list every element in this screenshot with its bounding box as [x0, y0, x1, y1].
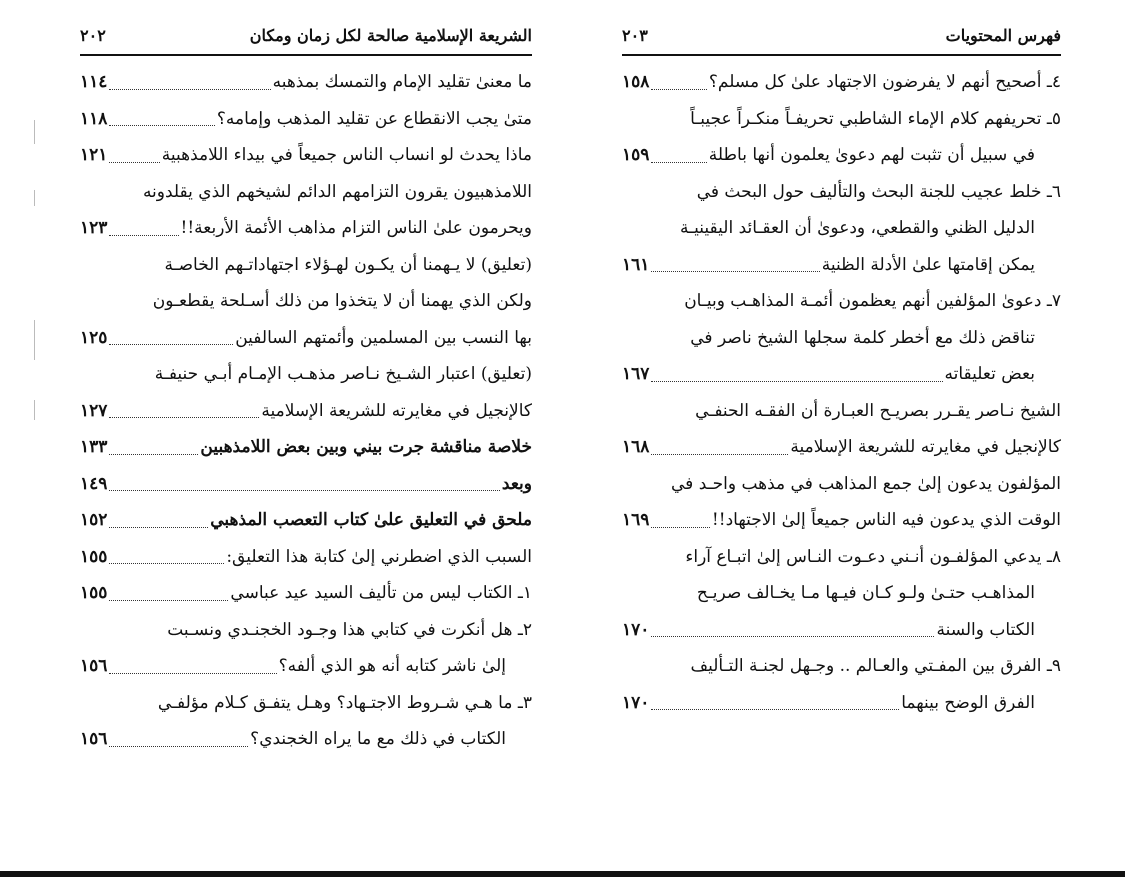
- page-header: [622, 24, 1061, 50]
- toc-entry: [622, 648, 1061, 685]
- toc-dot-leader: [109, 320, 233, 346]
- toc-entry-title: ٥ـ تحريفهم كلام الإماء الشاطبي تحريفـاً منكـراً عجيبـاً: [690, 108, 1061, 129]
- toc-entry: [622, 64, 1061, 101]
- toc-dot-leader: [651, 247, 819, 273]
- toc-entry: [622, 612, 1061, 649]
- toc-entry-title: ويحرمون علىٰ الناس التزام مذاهب الأئمة الأربعة!!: [180, 218, 532, 238]
- toc-entry-title: اللامذهبيون يقرون التزامهم الدائم لشيخهم الذي يقلدونه: [142, 181, 532, 202]
- toc-dot-leader: [109, 101, 214, 127]
- toc-entry-title: في سبيل أن تثبت لهم دعوىٰ يعلمون أنها باطلة: [708, 145, 1035, 165]
- page-header: [80, 24, 532, 50]
- toc-entry: [80, 539, 532, 576]
- scan-bottom-edge: [0, 871, 1125, 877]
- toc-entry-page: ١٦٧: [622, 364, 650, 384]
- toc-entry: [80, 247, 532, 284]
- toc-dot-leader: [109, 393, 259, 419]
- toc-entry-title: بعض تعليقاته: [944, 364, 1035, 384]
- toc-list: [80, 64, 532, 758]
- toc-entry-title: متىٰ يجب الانقطاع عن تقليد المذهب وإمامه؟: [216, 108, 532, 129]
- toc-entry-page: ١٣٣: [80, 437, 108, 457]
- toc-entry: [622, 685, 1061, 722]
- toc-dot-leader: [109, 575, 228, 601]
- toc-dot-leader: [109, 648, 276, 674]
- running-title: الشريعة الإسلامية صالحة لكل زمان ومكان: [249, 26, 532, 45]
- toc-entry-page: ١٢٥: [80, 327, 108, 348]
- toc-list: [622, 64, 1061, 721]
- toc-entry: [80, 393, 532, 430]
- toc-entry-title: كالإنجيل في مغايرته للشريعة الإسلامية: [261, 400, 532, 421]
- toc-entry-title: إلىٰ ناشر كتابه أنه هو الذي ألفه؟: [278, 656, 506, 676]
- toc-entry-page: ١٧٠: [622, 692, 650, 713]
- toc-entry-title: ٣ـ ما هـي شـروط الاجتـهاد؟ وهـل يتفـق كـلام مؤلفـي: [157, 692, 532, 713]
- toc-entry: [622, 466, 1061, 503]
- toc-entry-title: الوقت الذي يدعون فيه الناس جميعاً إلىٰ الاجتهاد!!: [711, 510, 1061, 530]
- toc-entry-title: ١ـ الكتاب ليس من تأليف السيد عيد عباسي: [230, 583, 532, 603]
- toc-dot-leader: [109, 137, 159, 163]
- toc-entry-title: بها النسب بين المسلمين وأئمتهم السالفين: [235, 327, 532, 348]
- toc-entry-page: ١٥٦: [80, 729, 108, 749]
- toc-entry-title: الفرق الوضح بينهما: [901, 692, 1035, 713]
- toc-entry-page: ١٦٩: [622, 510, 650, 530]
- toc-entry: [80, 502, 532, 539]
- toc-entry-title: ٧ـ دعوىٰ المؤلفين أنهم يعظمون أئمـة المذاهـب وبيـان: [684, 291, 1061, 311]
- toc-entry: [80, 575, 532, 612]
- toc-entry-page: ١٦٨: [622, 437, 650, 457]
- toc-entry: [622, 174, 1061, 211]
- toc-entry: [622, 393, 1061, 430]
- toc-entry-title: ولكن الذي يهمنا أن لا يتخذوا من ذلك أسـلحة يقطعـون: [152, 291, 532, 311]
- toc-entry-title: يمكن إقامتها علىٰ الأدلة الظنية: [821, 254, 1035, 275]
- toc-entry-title: تناقض ذلك مع أخطر كلمة سجلها الشيخ ناصر في: [690, 327, 1035, 348]
- toc-entry: [622, 320, 1061, 357]
- toc-entry-page: ١٥٨: [622, 72, 650, 92]
- toc-entry-page: ١٥٥: [80, 546, 108, 567]
- toc-entry-page: ١٧٠: [622, 619, 650, 640]
- toc-entry-page: ١٥٦: [80, 656, 108, 676]
- toc-dot-leader: [109, 721, 248, 747]
- toc-entry-title: الكتاب في ذلك مع ما يراه الخجندي؟: [250, 729, 506, 749]
- toc-entry: [622, 356, 1061, 393]
- toc-entry-page: ١٢١: [80, 145, 108, 165]
- toc-entry: [80, 466, 532, 503]
- toc-entry-title: ما معنىٰ تقليد الإمام والتمسك بمذهبه: [272, 72, 532, 92]
- toc-dot-leader: [651, 612, 934, 638]
- toc-entry: [80, 101, 532, 138]
- toc-entry-title: السبب الذي اضطرني إلىٰ كتابة هذا التعليق:: [226, 546, 532, 567]
- toc-entry-title: (تعليق) لا يـهمنا أن يكـون لهـؤلاء اجتهاداتـهم الخاصـة: [164, 254, 532, 275]
- running-title: فهرس المحتويات: [945, 26, 1061, 45]
- toc-entry: [80, 174, 532, 211]
- toc-entry-title: ٦ـ خلط عجيب للجنة البحث والتأليف حول البحث في: [696, 181, 1061, 202]
- page-number: ٢٠٢: [80, 26, 106, 45]
- toc-entry-title: وبعد: [501, 473, 532, 494]
- toc-entry-page: ١٥٢: [80, 510, 108, 530]
- toc-entry: [622, 429, 1061, 466]
- toc-entry: [80, 283, 532, 320]
- toc-entry: [80, 64, 532, 101]
- toc-entry-title: ٨ـ يدعي المؤلفـون أنـني دعـوت النـاس إلىٰ اتبـاع آراء: [685, 546, 1061, 567]
- toc-entry-page: ١٢٧: [80, 400, 108, 421]
- toc-entry-page: ١٤٩: [80, 473, 108, 494]
- toc-entry-page: ١٥٩: [622, 145, 650, 165]
- toc-entry-page: ١١٤: [80, 72, 108, 92]
- toc-dot-leader: [651, 356, 942, 382]
- left-page: [0, 0, 560, 877]
- toc-dot-leader: [109, 429, 198, 455]
- toc-entry-page: ١٥٥: [80, 583, 108, 603]
- toc-entry: [80, 685, 532, 722]
- header-rule: [80, 54, 532, 56]
- toc-entry-title: خلاصة مناقشة جرت بيني وبين بعض اللامذهبين: [200, 437, 532, 457]
- toc-entry-page: ١٦١: [622, 254, 650, 275]
- toc-entry-title: ٩ـ الفرق بين المفـتي والعـالم .. وجـهل لجنـة التـأليف: [690, 656, 1061, 676]
- toc-entry-title: المؤلفون يدعون إلىٰ جمع المذاهب في مذهب واحـد في: [671, 473, 1061, 494]
- header-rule: [622, 54, 1061, 56]
- toc-entry-title: (تعليق) اعتبار الشـيخ نـاصر مذهـب الإمـام أبـي حنيفـة: [154, 364, 532, 384]
- toc-entry-title: الشيخ نـاصر يقـرر بصريـح العبـارة أن الفقـه الحنفـي: [695, 400, 1061, 421]
- toc-entry: [622, 502, 1061, 539]
- toc-dot-leader: [109, 466, 500, 492]
- toc-entry-title: الكتاب والسنة: [936, 619, 1035, 640]
- toc-entry-title: الدليل الظني والقطعي، ودعوىٰ أن العقـائد اليقينيـة: [680, 218, 1035, 238]
- toc-entry-page: ١٢٣: [80, 218, 108, 238]
- toc-entry: [622, 247, 1061, 284]
- toc-entry: [80, 137, 532, 174]
- toc-entry: [80, 320, 532, 357]
- toc-dot-leader: [109, 539, 224, 565]
- page-number: ٢٠٣: [622, 26, 648, 45]
- right-page: [562, 0, 1125, 877]
- toc-entry: [622, 539, 1061, 576]
- toc-dot-leader: [651, 502, 710, 528]
- toc-entry-title: ملحق في التعليق علىٰ كتاب التعصب المذهبي: [210, 510, 532, 530]
- toc-dot-leader: [109, 64, 270, 90]
- toc-entry-title: كالإنجيل في مغايرته للشريعة الإسلامية: [790, 437, 1061, 457]
- toc-dot-leader: [109, 210, 178, 236]
- toc-entry: [622, 210, 1061, 247]
- toc-entry: [622, 283, 1061, 320]
- toc-entry: [80, 721, 532, 758]
- toc-dot-leader: [651, 137, 706, 163]
- toc-entry-title: ماذا يحدث لو انساب الناس جميعاً في بيداء اللامذهبية: [161, 145, 532, 165]
- toc-entry: [80, 356, 532, 393]
- toc-entry-title: ٢ـ هل أنكرت في كتابي هذا وجـود الخجنـدي ونسـبت: [167, 619, 532, 640]
- toc-entry: [622, 101, 1061, 138]
- scan-margin-marks: [28, 100, 42, 440]
- toc-entry: [80, 648, 532, 685]
- toc-entry-title: ٤ـ أصحيح أنهم لا يفرضون الاجتهاد علىٰ كل مسلم؟: [708, 72, 1061, 92]
- toc-entry: [622, 137, 1061, 174]
- toc-entry-page: ١١٨: [80, 108, 108, 129]
- toc-entry: [622, 575, 1061, 612]
- toc-dot-leader: [651, 64, 707, 90]
- toc-entry: [80, 429, 532, 466]
- toc-dot-leader: [109, 502, 208, 528]
- toc-dot-leader: [651, 685, 899, 711]
- toc-entry: [80, 210, 532, 247]
- toc-dot-leader: [651, 429, 788, 455]
- toc-entry-title: المذاهـب حتـىٰ ولـو كـان فيـها مـا يخـالف صريـح: [696, 583, 1035, 603]
- toc-entry: [80, 612, 532, 649]
